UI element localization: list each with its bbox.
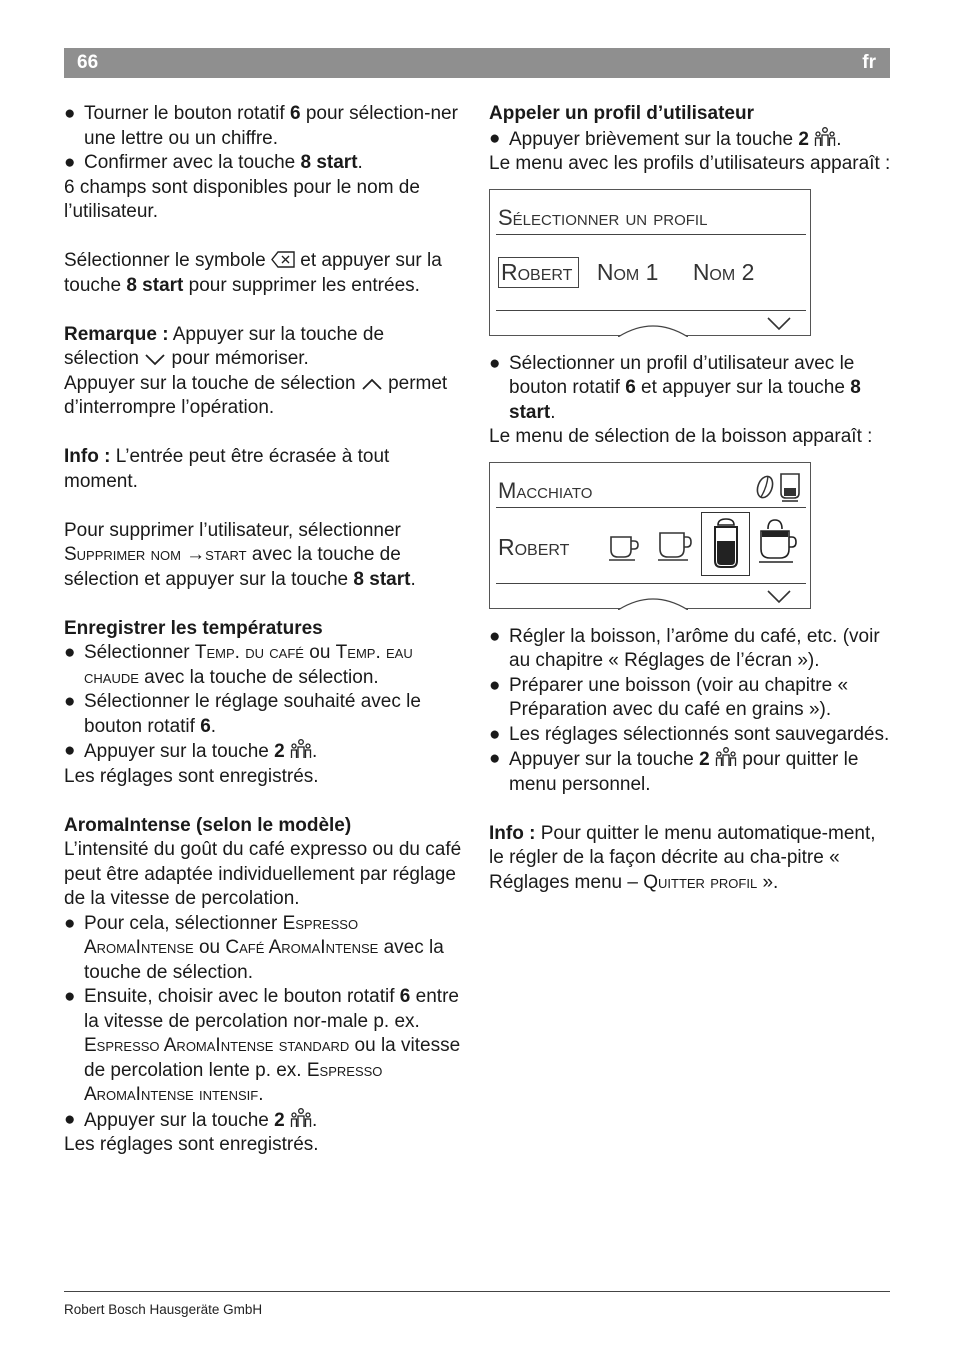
list-item: ● Régler la boisson, l’arôme du café, etc. (voir au chapitre « Réglages de l’écran »). (489, 625, 880, 671)
user-profile-icon (715, 747, 737, 767)
paragraph: Pour supprimer l’utilisateur, sélectionner Supprimer nom →start avec la touche de sélection et appuyer sur la touche 8 start. (64, 519, 416, 590)
delete-symbol-icon (271, 251, 295, 268)
cup-icon[interactable] (657, 529, 695, 563)
profile-option-selected[interactable]: Robert (498, 257, 579, 288)
chevron-down-icon[interactable] (766, 589, 792, 605)
user-profile-icon (290, 739, 312, 759)
list-item: ● Préparer une boisson (voir au chapitre « Préparation avec du café en grains »). (489, 674, 849, 720)
list-item: ● Sélectionner Temp. du café ou Temp. eau chaude avec la touche de sélection. (64, 642, 413, 688)
user-profile-icon (814, 127, 836, 147)
page-number: 66 (77, 52, 99, 73)
list-item: ● Ensuite, choisir avec le bouton rotatif 6 entre la vitesse de percolation nor-male p. ex. Espresso AromaIntense standard ou la vitesse de percolation lente p. ex. Espresso AromaIntense intensif. (64, 986, 461, 1105)
user-profile-icon (290, 1108, 312, 1128)
profile-option[interactable]: Nom 1 (596, 258, 659, 285)
list-item: ● Appuyer brièvement sur la touche 2 . (489, 127, 842, 150)
chevron-down-icon (144, 352, 166, 366)
footer-divider (64, 1291, 890, 1292)
section-heading: AromaIntense (selon le modèle) (64, 814, 352, 836)
list-item: ● Les réglages sélectionnés sont sauvegardés. (489, 723, 890, 745)
list-item: ● Appuyer sur la touche 2 . (64, 740, 318, 762)
paragraph: Les réglages sont enregistrés. (64, 765, 319, 787)
profile-selection-display (489, 189, 811, 336)
paragraph: Le menu de sélection de la boisson apparaît : (489, 426, 873, 447)
section-heading: Appeler un profil d’utilisateur (489, 103, 754, 124)
language-code: fr (862, 52, 876, 73)
beverage-selection-display (489, 462, 811, 609)
footer-company: Robert Bosch Hausgeräte GmbH (64, 1302, 263, 1317)
selected-beverage[interactable] (701, 512, 750, 576)
paragraph: Les réglages sont enregistrés. (64, 1134, 319, 1155)
info-paragraph: Info : Pour quitter le menu automatique-ment, le régler de la façon décrite au cha-pitre « Réglages menu – Quitter profil ». (489, 822, 876, 893)
profile-option[interactable]: Nom 2 (692, 258, 755, 285)
glass-icon (711, 517, 741, 571)
list-item: ● Tourner le bouton rotatif 6 pour sélection-ner une lettre ou un chiffre. (64, 103, 458, 149)
note-paragraph: Remarque : Appuyer sur la touche de sélection pour mémoriser. Appuyer sur la touche de sélection permet d’interrompre l’opération. (64, 323, 448, 418)
cup-icon[interactable] (608, 533, 642, 563)
list-item: ● Appuyer sur la touche 2 pour quitter le menu personnel. (489, 748, 859, 795)
list-item: ● Pour cela, sélectionner Espresso AromaIntense ou Café AromaIntense avec la touche de sélection. (64, 912, 444, 983)
list-item: ● Sélectionner un profil d’utilisateur avec le bouton rotatif 6 et appuyer sur la touche 8 start. (489, 352, 861, 423)
glass-icon (778, 471, 804, 503)
dial-indicator (618, 321, 688, 337)
paragraph: Le menu avec les profils d’utilisateurs apparaît : (489, 153, 891, 174)
page-header (64, 48, 890, 78)
display-user: Robert (498, 533, 570, 560)
left-column (64, 102, 464, 1158)
coffee-bean-icon (754, 473, 776, 501)
paragraph: Sélectionner le symbole et appuyer sur la touche 8 start pour supprimer les entrées. (64, 250, 442, 296)
display-title: Sélectionner un profil (498, 204, 708, 230)
list-item: ● Sélectionner le réglage souhaité avec le bouton rotatif 6. (64, 691, 421, 737)
section-heading: Enregistrer les températures (64, 617, 323, 639)
display-title: Macchiato (498, 477, 593, 503)
chevron-down-icon[interactable] (766, 316, 792, 332)
list-item: ● Appuyer sur la touche 2 . (64, 1108, 318, 1131)
dial-indicator (618, 594, 688, 610)
chevron-up-icon (361, 377, 383, 391)
milk-cup-icon[interactable] (758, 517, 798, 567)
info-paragraph: Info : L’entrée peut être écrasée à tout moment. (64, 446, 390, 492)
list-item: ● Confirmer avec la touche 8 start. (64, 152, 363, 173)
right-column (489, 102, 891, 895)
paragraph: 6 champs sont disponibles pour le nom de l’utilisateur. (64, 176, 420, 222)
paragraph: L’intensité du goût du café expresso ou du café peut être adaptée individuellement par réglage de la vitesse de percolation. (64, 839, 462, 909)
